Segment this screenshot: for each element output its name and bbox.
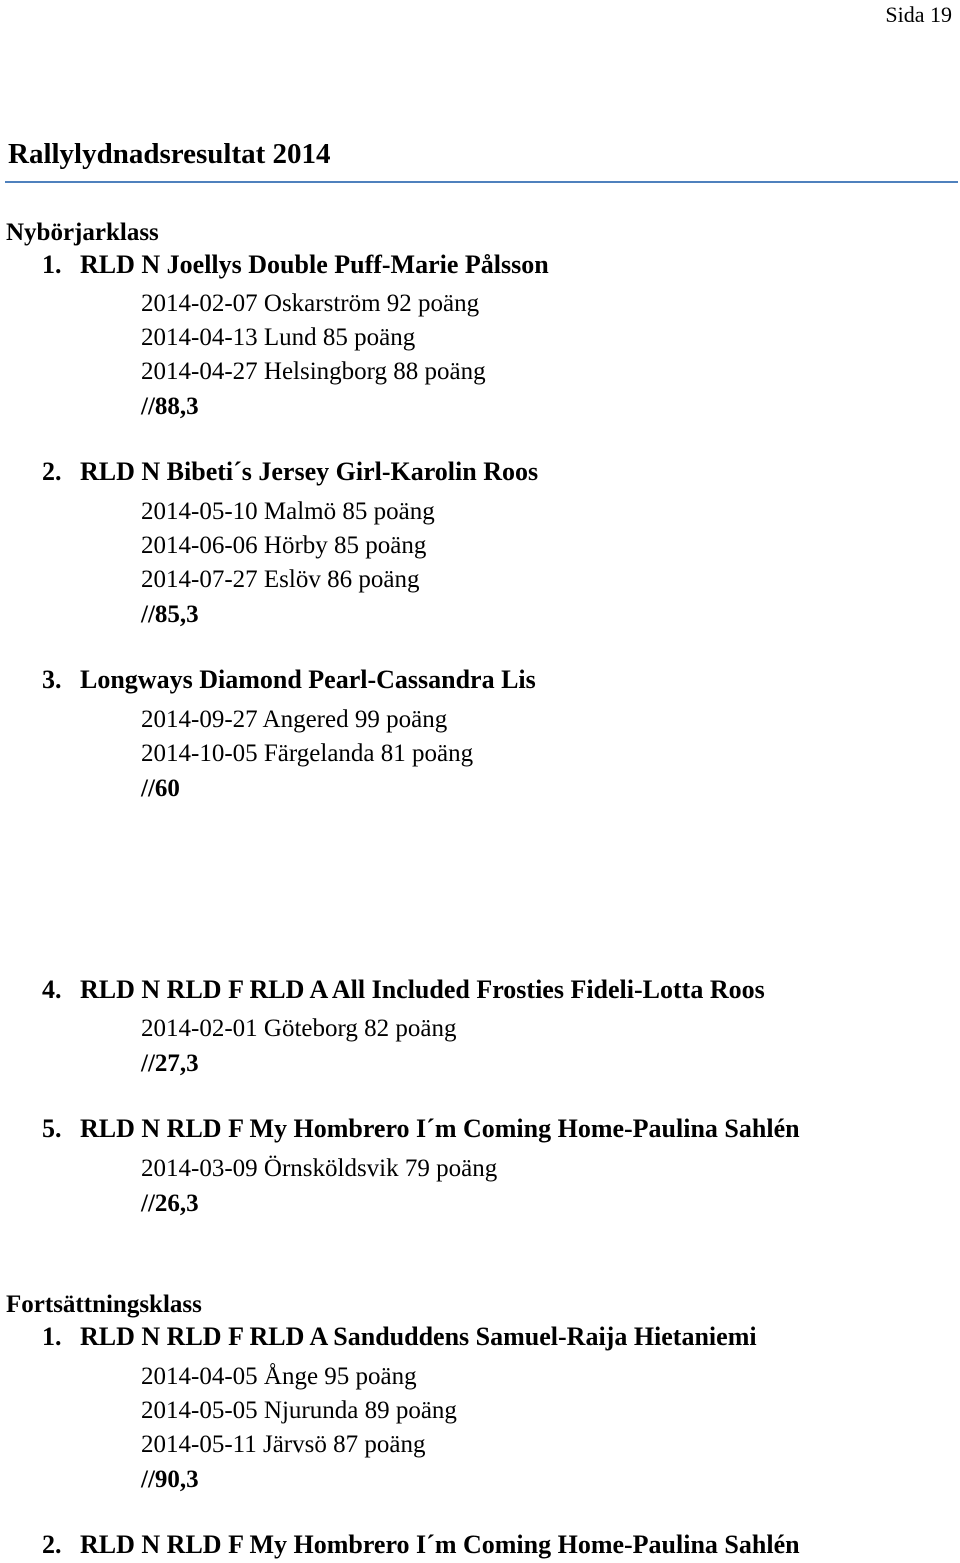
entry-number: 3.: [42, 665, 62, 694]
result-line: 2014-04-13 Lund 85 poäng: [141, 324, 416, 351]
entry-name: RLD N RLD F My Hombrero I´m Coming Home-Paulina Sahlén: [80, 1114, 800, 1143]
document-title: Rallylydnadsresultat 2014: [8, 138, 331, 170]
entry-number: 2.: [42, 1530, 62, 1559]
result-line: 2014-04-27 Helsingborg 88 poäng: [141, 358, 486, 385]
class-heading-fortsattningsklass: Fortsättningsklass: [6, 1291, 202, 1318]
average-score: //88,3: [141, 393, 199, 420]
entry-number: 1.: [42, 250, 62, 279]
entry-number: 1.: [42, 1322, 62, 1351]
entry-number: 2.: [42, 457, 62, 486]
entry-title: [42, 459, 538, 485]
class-heading-nyborjarklass: Nybörjarklass: [6, 219, 159, 246]
page-number: Sida 19: [885, 2, 952, 27]
entry-title: [42, 1116, 800, 1142]
entry-name: RLD N RLD F RLD A All Included Frosties Fideli-Lotta Roos: [80, 975, 765, 1004]
entry-name: Longways Diamond Pearl-Cassandra Lis: [80, 665, 536, 694]
result-line: 2014-05-05 Njurunda 89 poäng: [141, 1397, 457, 1424]
result-line: 2014-07-27 Eslöv 86 poäng: [141, 566, 420, 593]
entry-title: [42, 1532, 800, 1558]
entry-title: [42, 252, 549, 278]
entry-name: RLD N RLD F My Hombrero I´m Coming Home-Paulina Sahlén: [80, 1530, 800, 1559]
entry-title: [42, 667, 536, 693]
result-line: 2014-04-05 Ånge 95 poäng: [141, 1363, 417, 1390]
entry-name: RLD N RLD F RLD A Sanduddens Samuel-Raija Hietaniemi: [80, 1322, 757, 1351]
result-line: 2014-09-27 Angered 99 poäng: [141, 706, 448, 733]
result-line: 2014-03-09 Örnsköldsvik 79 poäng: [141, 1155, 498, 1182]
result-line: 2014-02-07 Oskarström 92 poäng: [141, 290, 480, 317]
average-score: //60: [141, 775, 180, 802]
result-line: 2014-06-06 Hörby 85 poäng: [141, 532, 427, 559]
entry-number: 5.: [42, 1114, 62, 1143]
result-line: 2014-05-11 Järvsö 87 poäng: [141, 1431, 426, 1458]
average-score: //85,3: [141, 601, 199, 628]
result-line: 2014-05-10 Malmö 85 poäng: [141, 498, 435, 525]
average-score: //26,3: [141, 1190, 199, 1217]
average-score: //90,3: [141, 1466, 199, 1493]
result-line: 2014-10-05 Färgelanda 81 poäng: [141, 740, 474, 767]
entry-name: RLD N Joellys Double Puff-Marie Pålsson: [80, 250, 549, 279]
entry-title: [42, 977, 765, 1003]
entry-number: 4.: [42, 975, 62, 1004]
average-score: //27,3: [141, 1050, 199, 1077]
entry-name: RLD N Bibeti´s Jersey Girl-Karolin Roos: [80, 457, 539, 486]
entry-title: [42, 1324, 757, 1350]
title-underline-rule: [5, 181, 958, 183]
result-line: 2014-02-01 Göteborg 82 poäng: [141, 1015, 457, 1042]
